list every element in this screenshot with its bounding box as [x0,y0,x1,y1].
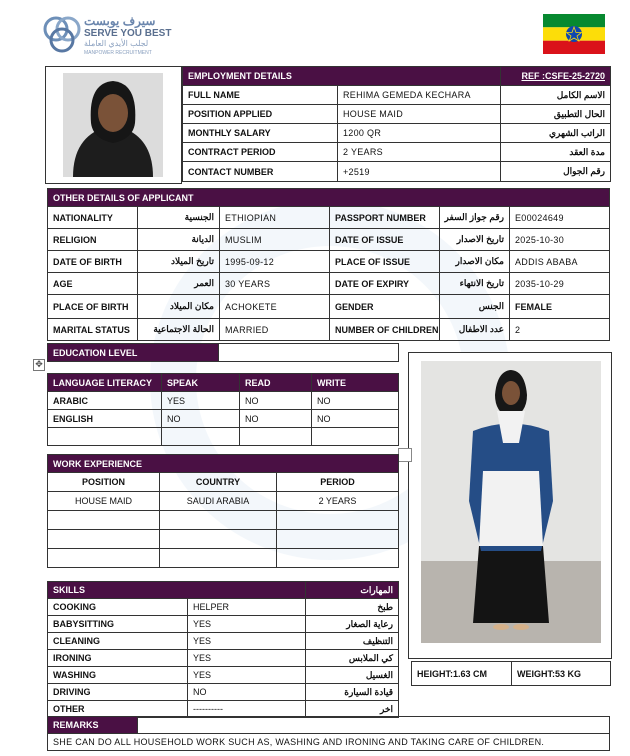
date-of-birth-label-ar: تاريخ الميلاد [138,251,220,273]
washing-label-ar: الغسيل [306,667,399,684]
education-level-value [219,344,399,362]
contact-number-label: CONTACT NUMBER [183,162,338,182]
company-logo [42,14,172,60]
monthly-salary-value: 1200 QR [338,124,501,143]
empty-cell [160,511,277,530]
nationality-value: ETHIOPIAN [220,207,330,229]
remarks-header-spacer [138,717,610,734]
period-header: PERIOD [277,473,399,492]
work-position-value: HOUSE MAID [48,492,160,511]
full-name-label: FULL NAME [183,86,338,105]
ironing-label-ar: كي الملابس [306,650,399,667]
babysitting-value: YES [188,616,306,633]
passport-number-label-ar: رقم جواز السفر [440,207,510,229]
cooking-value: HELPER [188,599,306,616]
empty-cell [277,530,399,549]
contract-period-label: CONTRACT PERIOD [183,143,338,162]
weight-value: WEIGHT:53 KG [512,662,611,686]
employment-details-table [182,66,611,182]
language-literacy-table [47,373,399,446]
remarks-title: REMARKS [48,717,138,734]
cooking-label: COOKING [48,599,188,616]
number-of-children-label-ar: عدد الاطفال [440,319,510,341]
nationality-label: NATIONALITY [48,207,138,229]
empty-cell [162,428,240,446]
marital-status-label: MARITAL STATUS [48,319,138,341]
speak-value: YES [162,392,240,410]
full-body-photo-frame [408,352,612,659]
number-of-children-value: 2 [510,319,610,341]
empty-cell [160,530,277,549]
position-header: POSITION [48,473,160,492]
logo-name: SERVE YOU BEST [84,28,172,39]
logo-sub: MANPOWER RECRUITMENT [84,50,152,56]
country-header: COUNTRY [160,473,277,492]
write-header: WRITE [312,374,399,392]
language-name: ENGLISH [48,410,162,428]
age-label-ar: العمر [138,273,220,295]
skills-title-ar: المهارات [306,582,399,599]
cleaning-label: CLEANING [48,633,188,650]
religion-label-ar: الديانة [138,229,220,251]
driving-label-ar: قيادة السيارة [306,684,399,701]
date-of-issue-value: 2025-10-30 [510,229,610,251]
measurements-table [411,661,611,686]
table-move-handle-icon[interactable]: ✥ [33,359,45,371]
work-country-value: SAUDI ARABIA [160,492,277,511]
write-value: NO [312,410,399,428]
empty-cell [240,428,312,446]
date-of-birth-label: DATE OF BIRTH [48,251,138,273]
contact-number-value: +2519 [338,162,501,182]
remarks-text: SHE CAN DO ALL HOUSEHOLD WORK SUCH AS, WASHING AND IRONING AND TAKING CARE OF CHILDREN. [48,734,610,751]
gender-label: GENDER [330,295,440,319]
position-applied-value: HOUSE MAID [338,105,501,124]
full-name-label-ar: الاسم الكامل [501,86,611,105]
place-of-birth-value: ACHOKETE [220,295,330,319]
position-applied-label: POSITION APPLIED [183,105,338,124]
gender-value: FEMALE [510,295,610,319]
driving-value: NO [188,684,306,701]
date-of-expiry-label-ar: تاريخ الانتهاء [440,273,510,295]
height-value: HEIGHT:1.63 CM [412,662,512,686]
other-skill-label-ar: اخر [306,701,399,718]
logo-arabic-name: سيرف يوبست [84,14,156,28]
marital-status-value: MARRIED [220,319,330,341]
contract-period-label-ar: مدة العقد [501,143,611,162]
reference-number: REF :CSFE-25-2720 [501,67,611,86]
babysitting-label: BABYSITTING [48,616,188,633]
passport-number-value: E00024649 [510,207,610,229]
religion-label: RELIGION [48,229,138,251]
gender-label-ar: الجنس [440,295,510,319]
empty-cell [48,530,160,549]
age-value: 30 YEARS [220,273,330,295]
date-of-birth-value: 1995-09-12 [220,251,330,273]
religion-value: MUSLIM [220,229,330,251]
monthly-salary-label: MONTHLY SALARY [183,124,338,143]
empty-cell [312,428,399,446]
read-header: READ [240,374,312,392]
date-of-expiry-value: 2035-10-29 [510,273,610,295]
place-of-birth-label: PLACE OF BIRTH [48,295,138,319]
read-value: NO [240,410,312,428]
language-literacy-header: LANGUAGE LITERACY [48,374,162,392]
employment-details-title: EMPLOYMENT DETAILS [183,67,501,86]
passport-number-label: PASSPORT NUMBER [330,207,440,229]
place-of-issue-value: ADDIS ABABA [510,251,610,273]
empty-cell [48,428,162,446]
ironing-value: YES [188,650,306,667]
empty-cell [48,511,160,530]
cleaning-label-ar: التنظيف [306,633,399,650]
contact-number-label-ar: رقم الجوال [501,162,611,182]
work-experience-table [47,454,399,568]
empty-cell [48,549,160,568]
education-level-title: EDUCATION LEVEL [48,344,219,362]
work-period-value: 2 YEARS [277,492,399,511]
driving-label: DRIVING [48,684,188,701]
empty-cell [160,549,277,568]
language-name: ARABIC [48,392,162,410]
portrait-photo [63,73,163,177]
age-label: AGE [48,273,138,295]
portrait-photo-frame [45,66,182,184]
work-experience-title: WORK EXPERIENCE [48,455,399,473]
other-skill-label: OTHER [48,701,188,718]
full-body-photo [421,361,601,643]
place-of-issue-label: PLACE OF ISSUE [330,251,440,273]
date-of-issue-label: DATE OF ISSUE [330,229,440,251]
skills-table [47,581,399,718]
number-of-children-label: NUMBER OF CHILDREN [330,319,440,341]
contract-period-value: 2 YEARS [338,143,501,162]
other-details-table [47,188,610,341]
empty-cell [277,511,399,530]
washing-label: WASHING [48,667,188,684]
empty-cell [277,549,399,568]
position-applied-label-ar: الحال التطبيق [501,105,611,124]
other-details-title: OTHER DETAILS OF APPLICANT [48,189,610,207]
cleaning-value: YES [188,633,306,650]
date-of-issue-label-ar: تاريخ الاصدار [440,229,510,251]
read-value: NO [240,392,312,410]
speak-header: SPEAK [162,374,240,392]
nationality-label-ar: الجنسية [138,207,220,229]
education-table [47,343,399,362]
babysitting-label-ar: رعاية الصغار [306,616,399,633]
ethiopia-flag-icon [543,14,605,54]
washing-value: YES [188,667,306,684]
marital-status-label-ar: الحالة الاجتماعية [138,319,220,341]
monthly-salary-label-ar: الراتب الشهري [501,124,611,143]
place-of-issue-label-ar: مكان الاصدار [440,251,510,273]
resize-handle[interactable] [398,448,412,462]
other-skill-value: ---------- [188,701,306,718]
logo-icon [42,14,82,56]
ironing-label: IRONING [48,650,188,667]
logo-arabic-sub: لجلب الأيدي العاملة [84,39,149,48]
write-value: NO [312,392,399,410]
cooking-label-ar: طبخ [306,599,399,616]
full-name-value: REHIMA GEMEDA KECHARA [338,86,501,105]
speak-value: NO [162,410,240,428]
place-of-birth-label-ar: مكان الميلاد [138,295,220,319]
remarks-table [47,716,610,751]
date-of-expiry-label: DATE OF EXPIRY [330,273,440,295]
skills-title: SKILLS [48,582,306,599]
